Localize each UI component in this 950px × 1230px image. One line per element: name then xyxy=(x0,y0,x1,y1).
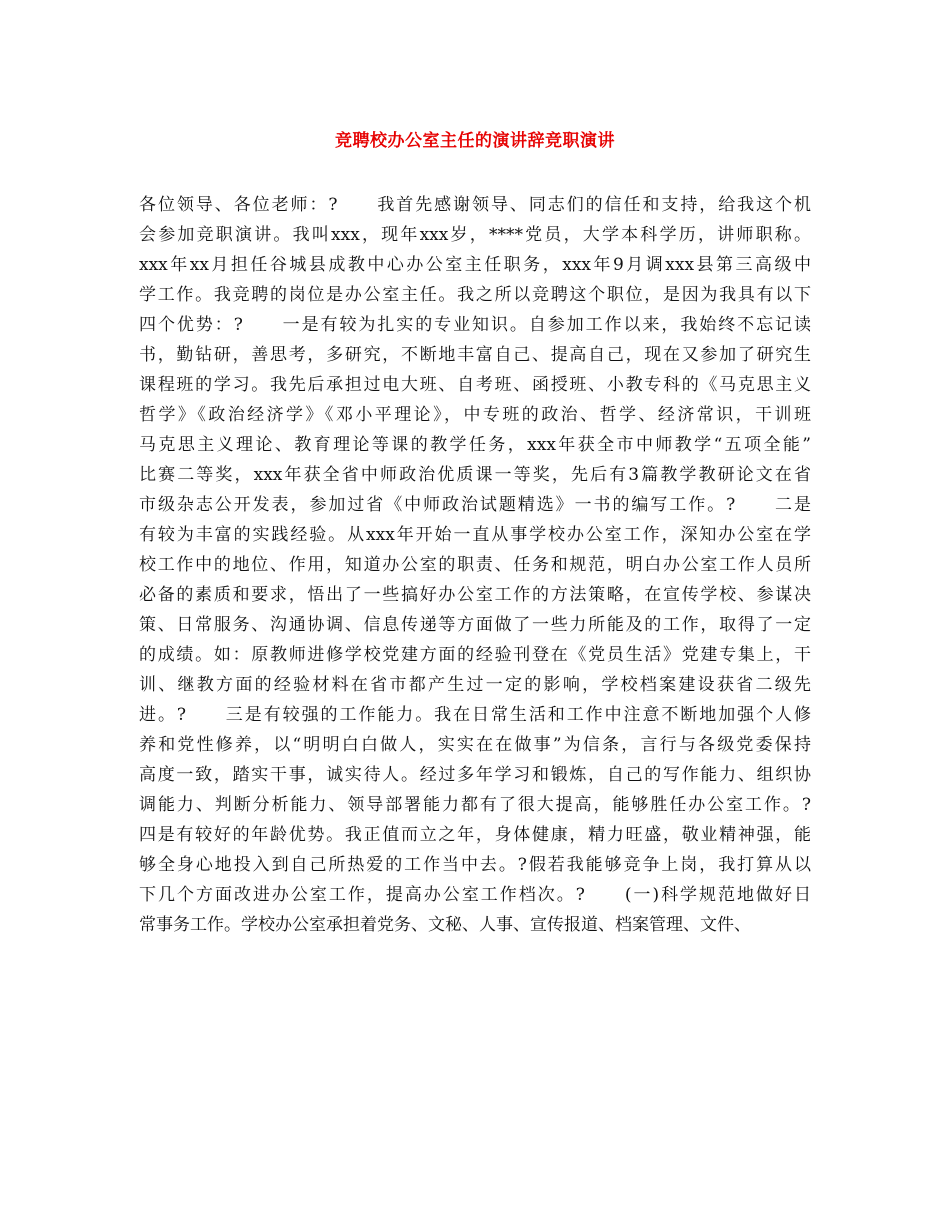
body-line: 进。? 三是有较强的工作能力。我在日常生活和工作中注意不断地加强个人修 xyxy=(139,705,811,725)
body-line: 校工作中的地位、作用，知道办公室的职责、任务和规范，明白办公室工作人员所 xyxy=(139,555,811,575)
body-line: 常事务工作。学校办公室承担着党务、文秘、人事、宣传报道、档案管理、文件、 xyxy=(139,915,751,935)
body-line: 养和党性修养，以“明明白白做人，实实在在做事”为信条，言行与各级党委保持 xyxy=(139,735,811,755)
body-line: 高度一致，踏实干事，诚实待人。经过多年学习和锻炼，自己的写作能力、组织协 xyxy=(139,765,811,785)
body-line: 课程班的学习。我先后承担过电大班、自考班、函授班、小教专科的《马克思主义 xyxy=(139,375,811,395)
body-line: 必备的素质和要求，悟出了一些搞好办公室工作的方法策略，在宣传学校、参谋决 xyxy=(139,585,811,605)
body-line: 下几个方面改进办公室工作，提高办公室工作档次。? (一)科学规范地做好日 xyxy=(139,885,811,905)
body-line: 哲学》《政治经济学》《邓小平理论》，中专班的政治、哲学、经济常识，干训班 xyxy=(139,405,811,425)
body-line: 够全身心地投入到自己所热爱的工作当中去。?假若我能够竞争上岗，我打算从以 xyxy=(139,855,811,875)
body-line: 四是有较好的年龄优势。我正值而立之年，身体健康，精力旺盛，敬业精神强，能 xyxy=(139,825,811,845)
body-line: 书，勤钻研，善思考，多研究，不断地丰富自己、提高自己，现在又参加了研究生 xyxy=(139,345,811,365)
body-line: 四个优势：? 一是有较为扎实的专业知识。自参加工作以来，我始终不忘记读 xyxy=(139,315,811,335)
body-line: 学工作。我竞聘的岗位是办公室主任。我之所以竞聘这个职位，是因为我具有以下 xyxy=(139,285,811,305)
body-line: 会参加竞职演讲。我叫xxx，现年xxx岁，****党员，大学本科学历，讲师职称。 xyxy=(139,225,811,245)
body-line: 比赛二等奖，xxx年获全省中师政治优质课一等奖，先后有3篇教学教研论文在省 xyxy=(139,465,811,485)
body-line: 各位领导、各位老师：? 我首先感谢领导、同志们的信任和支持，给我这个机 xyxy=(139,195,811,215)
body-line: 有较为丰富的实践经验。从xxx年开始一直从事学校办公室工作，深知办公室在学 xyxy=(139,525,811,545)
document-body xyxy=(139,190,811,940)
body-line: 训、继教方面的经验材料在省市都产生过一定的影响，学校档案建设获省二级先 xyxy=(139,675,811,695)
body-line: xxx年xx月担任谷城县成教中心办公室主任职务，xxx年9月调xxx县第三高级中 xyxy=(139,255,811,275)
document-title: 竞聘校办公室主任的演讲辞竞职演讲 xyxy=(335,131,615,151)
body-line: 策、日常服务、沟通协调、信息传递等方面做了一些力所能及的工作，取得了一定 xyxy=(139,615,811,635)
body-line: 的成绩。如：原教师进修学校党建方面的经验刊登在《党员生活》党建专集上，干 xyxy=(139,645,811,665)
body-line: 调能力、判断分析能力、领导部署能力都有了很大提高，能够胜任办公室工作。? xyxy=(139,795,811,815)
body-line: 马克思主义理论、教育理论等课的教学任务，xxx年获全市中师教学“五项全能” xyxy=(139,435,811,455)
body-line: 市级杂志公开发表，参加过省《中师政治试题精选》一书的编写工作。? 二是 xyxy=(139,495,811,515)
